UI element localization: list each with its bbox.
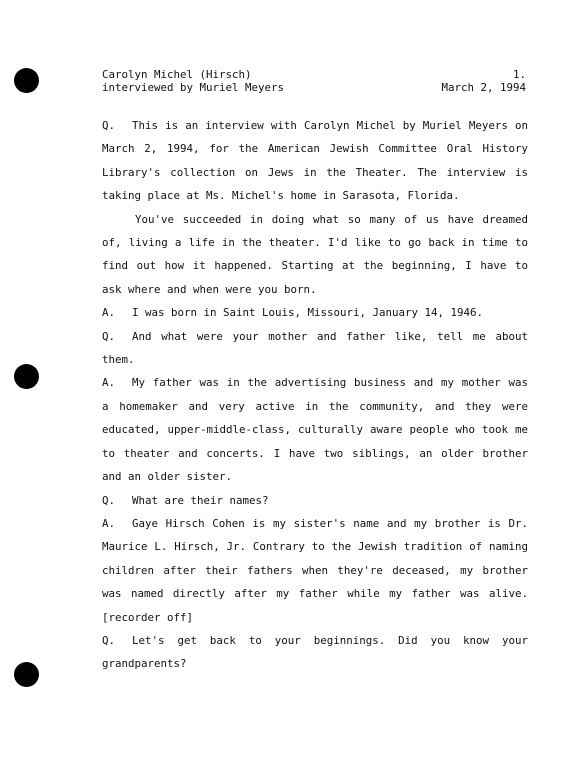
punch-hole xyxy=(14,662,39,687)
interviewer-line: interviewed by Muriel Meyers xyxy=(102,81,285,94)
page-number: 1. xyxy=(512,68,526,81)
speaker-label: A. xyxy=(102,376,116,390)
transcript-paragraph xyxy=(102,629,528,676)
transcript-paragraph xyxy=(102,301,528,324)
interviewee-name: Carolyn Michel (Hirsch) xyxy=(102,68,252,81)
transcript-paragraph xyxy=(102,208,528,302)
paragraph-text: What are their names? xyxy=(132,493,269,507)
paragraph-text: My father was in the advertising business and my mother was a homemaker and very active in the community, and they were educated, upper-middle-class, culturally aware people who took me to theater and concerts. I have two siblings, an older brother and an older sister. xyxy=(102,376,528,484)
speaker-label: Q. xyxy=(102,493,116,507)
interview-date: March 2, 1994 xyxy=(441,81,526,94)
transcript-paragraph xyxy=(102,512,528,629)
paragraph-text: This is an interview with Carolyn Michel by Muriel Meyers on March 2, 1994, for the American Jewish Committee Oral History Library's collection on Jews in the Theater. The interview is taking place at Ms. Michel's home in Sarasota, Florida. xyxy=(102,119,528,203)
transcript-paragraph xyxy=(102,371,528,488)
speaker-label: A. xyxy=(102,306,116,320)
paragraph-text: I was born in Saint Louis, Missouri, January 14, 1946. xyxy=(132,306,484,320)
punch-hole xyxy=(14,364,39,389)
speaker-label: Q. xyxy=(102,119,116,132)
paragraph-text: You've succeeded in doing what so many of us have dreamed of, living a life in the theater. I'd like to go back in time to find out how it happened. Starting at the beginning, I have to ask where and when were you born. xyxy=(102,212,528,296)
speaker-label: A. xyxy=(102,516,116,530)
transcript-paragraph xyxy=(102,325,528,372)
transcript-body xyxy=(102,114,528,676)
speaker-label: Q. xyxy=(102,633,116,647)
transcript-paragraph xyxy=(102,489,528,512)
page-header xyxy=(102,68,526,94)
paragraph-text: And what were your mother and father like, tell me about them. xyxy=(102,329,528,367)
punch-hole xyxy=(14,68,39,93)
paragraph-text: Gaye Hirsch Cohen is my sister's name and my brother is Dr. Maurice L. Hirsch, Jr. Contrary to the Jewish tradition of naming children after their fathers when they're deceased, my brother was named directly after my father while my father was alive. [recorder off] xyxy=(102,516,528,624)
paragraph-text: Let's get back to your beginnings. Did you know your grandparents? xyxy=(102,633,528,671)
speaker-label: Q. xyxy=(102,329,116,343)
transcript-paragraph xyxy=(102,114,528,208)
